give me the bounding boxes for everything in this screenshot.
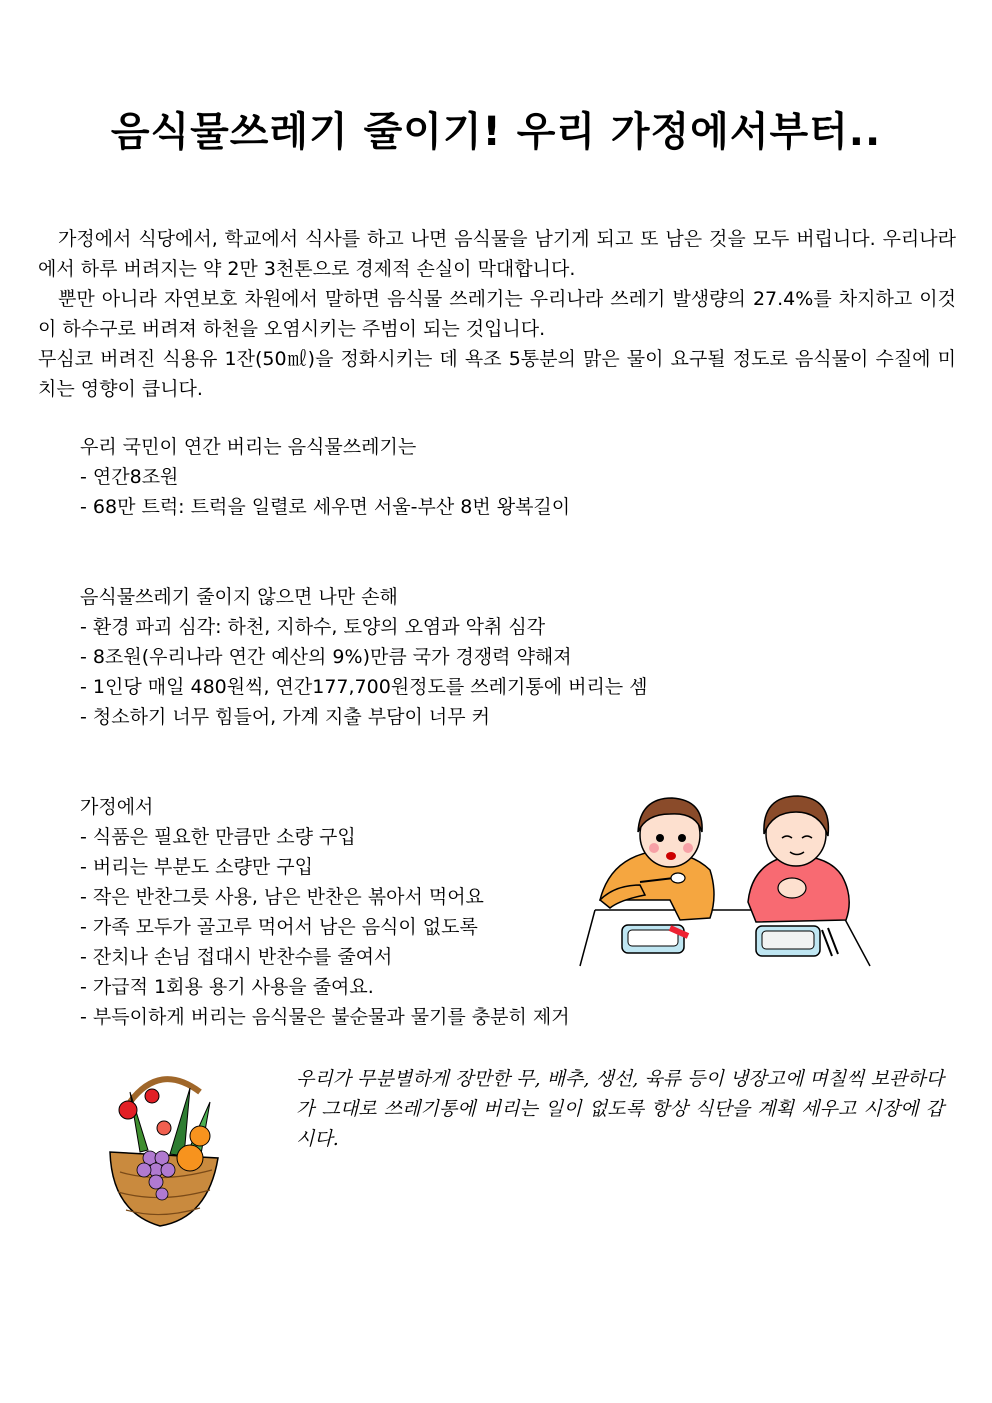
section-annual-waste: [80, 432, 570, 522]
page-title: 음식물쓰레기 줄이기! 우리 가정에서부터..: [110, 109, 882, 155]
intro-text: [38, 224, 956, 404]
closing-note: 우리가 무분별하게 장만한 무, 배추, 생선, 육류 등이 냉장고에 며칠씩 보관하다가 그대로 쓰레기통에 버리는 일이 없도록 항상 식단을 계획 세우고 시장에 갑시다.: [296, 1068, 944, 1150]
intro-paragraph: 가정에서 식당에서, 학교에서 식사를 하고 나면 음식물을 남기게 되고 또 남은 것을 모두 버립니다. 우리나라에서 하루 버려지는 약 2만 3천톤으로 경제적 손실이 막대합니다.: [38, 228, 956, 280]
list-item: - 버리는 부분도 소량만 구입: [80, 852, 660, 882]
intro-paragraph: 무심코 버려진 식용유 1잔(50㎖)을 정화시키는 데 욕조 5통분의 맑은 물이 요구될 정도로 음식물이 수질에 미치는 영향이 큽니다.: [38, 348, 956, 400]
list-item: - 잔치나 손님 접대시 반찬수를 줄여서: [80, 942, 660, 972]
section-heading: 우리 국민이 연간 버리는 음식물쓰레기는: [80, 436, 417, 458]
list-item: - 68만 트럭: 트럭을 일렬로 세우면 서울-부산 8번 왕복길이: [80, 492, 570, 522]
list-item: - 작은 반찬그릇 사용, 남은 반찬은 볶아서 먹어요: [80, 882, 660, 912]
list-item: - 식품은 필요한 만큼만 소량 구입: [80, 822, 660, 852]
section-heading: 가정에서: [80, 796, 154, 818]
bullet-list: [80, 612, 648, 732]
list-item: - 연간8조원: [80, 462, 570, 492]
section-heading: 음식물쓰레기 줄이지 않으면 나만 손해: [80, 586, 398, 608]
children-eating-illustration: [570, 790, 880, 970]
list-item: - 환경 파괴 심각: 하천, 지하수, 토양의 오염과 악취 심각: [80, 612, 648, 642]
vegetable-basket-illustration: [100, 1062, 230, 1230]
intro-paragraph: 뿐만 아니라 자연보호 차원에서 말하면 음식물 쓰레기는 우리나라 쓰레기 발생량의 27.4%를 차지하고 이것이 하수구로 버려져 하천을 오염시키는 주범이 되는 것입니다.: [38, 288, 956, 340]
list-item: - 청소하기 너무 힘들어, 가계 지출 부담이 너무 커: [80, 702, 648, 732]
bullet-list: [80, 462, 570, 522]
list-item: - 부득이하게 버리는 음식물은 불순물과 물기를 충분히 제거: [80, 1002, 660, 1032]
list-item: - 8조원(우리나라 연간 예산의 9%)만큼 국가 경쟁력 약해져: [80, 642, 648, 672]
list-item: - 가급적 1회용 용기 사용을 줄여요.: [80, 972, 660, 1002]
list-item: - 가족 모두가 골고루 먹어서 남은 음식이 없도록: [80, 912, 660, 942]
list-item: - 1인당 매일 480원씩, 연간177,700원정도를 쓰레기통에 버리는 셈: [80, 672, 648, 702]
section-loss: [80, 582, 648, 732]
